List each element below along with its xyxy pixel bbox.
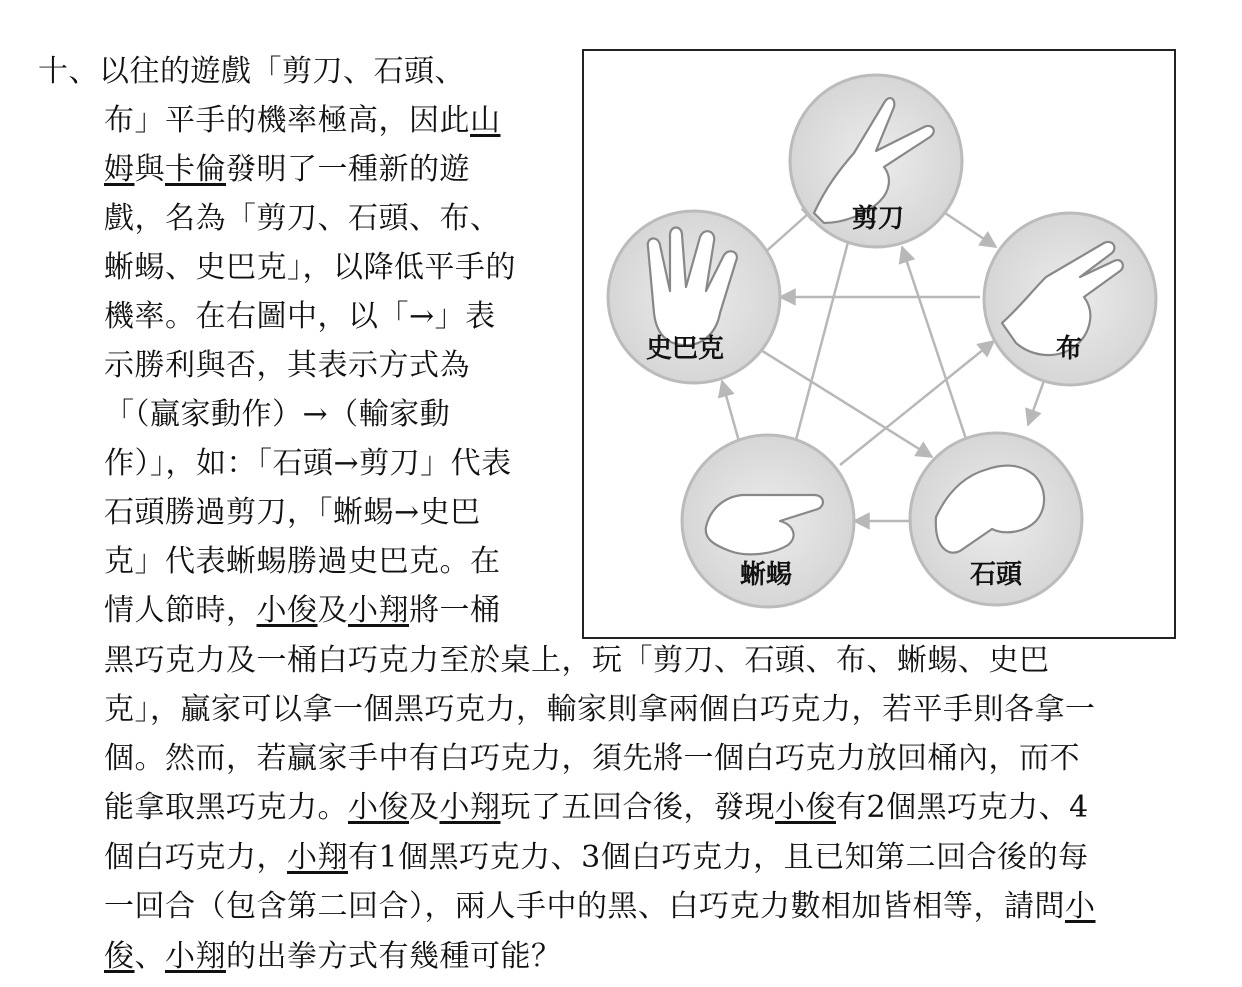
underlined-name: 小俊 — [775, 790, 836, 825]
text-segment: 蜥蜴、史巴克」，以降低平手的 — [104, 250, 516, 285]
text-segment: 黑巧克力及一桶白巧克力至於桌上，玩「剪刀、石頭、布、蜥蜴、史巴 — [104, 643, 1050, 678]
question-line — [104, 395, 450, 435]
text-segment: 十、以往的遊戲「剪刀、石頭、 — [38, 54, 465, 89]
underlined-name: 小俊 — [256, 593, 318, 628]
label-lizard: 蜥蜴 — [740, 560, 793, 590]
underlined-name: 小翔 — [348, 593, 409, 628]
text-segment: 石頭勝過剪刀，「蜥蜴→史巴 — [104, 495, 481, 530]
question-line — [104, 346, 470, 386]
text-segment: 「（贏家動作）→（輸家動 — [104, 397, 451, 432]
question-line — [104, 493, 481, 533]
text-segment: 及 — [317, 593, 348, 628]
text-segment: 作）」，如：「石頭→剪刀」代表 — [104, 446, 512, 481]
arrow-scissors-paper — [942, 211, 996, 247]
text-segment: 示勝利與否，其表示方式為 — [104, 348, 470, 383]
underlined-name: 小俊 — [348, 790, 409, 825]
question-line — [104, 739, 1080, 779]
question-line — [104, 641, 1050, 681]
question-line — [104, 444, 512, 484]
question-line — [104, 101, 501, 141]
question-line — [104, 838, 1089, 878]
underlined-name: 小 — [1065, 889, 1096, 924]
underlined-name: 姆 — [104, 152, 135, 187]
question-line — [104, 199, 501, 239]
question-line — [104, 542, 501, 582]
label-rock: 石頭 — [970, 560, 1023, 590]
text-segment: 布」平手的機率極高，因此 — [104, 103, 470, 138]
question-line — [104, 887, 1096, 927]
label-scissors: 剪刀 — [852, 204, 905, 234]
text-segment: 有2個黑巧克力、4 — [836, 790, 1089, 825]
underlined-name: 小翔 — [287, 840, 348, 875]
underlined-name: 山 — [470, 103, 501, 138]
text-segment: 與 — [134, 152, 165, 187]
question-line — [104, 150, 470, 190]
arrow-scissors-lizard — [792, 227, 852, 455]
question-line — [104, 690, 1096, 730]
text-segment: 克」代表蜥蜴勝過史巴克。在 — [104, 544, 501, 579]
diagram-svg — [584, 51, 1174, 637]
text-segment: 情人節時， — [104, 593, 257, 628]
underlined-name: 卡倫 — [165, 152, 226, 187]
question-line — [38, 52, 465, 92]
underlined-name: 小翔 — [165, 939, 226, 974]
rpsls-diagram — [582, 49, 1176, 639]
text-segment: 將一桶 — [409, 593, 501, 628]
text-segment: 克」，贏家可以拿一個黑巧克力，輸家則拿兩個白巧克力，若平手則各拿一 — [104, 692, 1096, 727]
question-line — [104, 788, 1089, 828]
text-segment: 有1個黑巧克力、3個白巧克力，且已知第二回合後的每 — [348, 840, 1089, 875]
text-segment: 發明了一種新的遊 — [226, 152, 470, 187]
text-segment: 的出拳方式有幾種可能？ — [226, 939, 562, 974]
question-line — [104, 297, 496, 337]
text-segment: 玩了五回合後，發現 — [500, 790, 775, 825]
text-segment: 個白巧克力， — [104, 840, 287, 875]
label-spock: 史巴克 — [646, 334, 725, 364]
arrow-rock-scissors — [902, 247, 968, 445]
arrow-lizard-spock — [722, 381, 740, 445]
question-line — [104, 591, 501, 631]
text-segment: 機率。在右圖中，以「→」表 — [104, 299, 496, 334]
underlined-name: 俊 — [104, 939, 135, 974]
text-segment: 、 — [134, 939, 165, 974]
text-segment: 個。然而，若贏家手中有白巧克力，須先將一個白巧克力放回桶內，而不 — [104, 741, 1080, 776]
text-segment: 戲，名為「剪刀、石頭、布、 — [104, 201, 501, 236]
text-segment: 及 — [409, 790, 440, 825]
question-line — [104, 937, 562, 977]
text-segment: 一回合（包含第二回合），兩人手中的黑、白巧克力數相加皆相等，請問 — [104, 889, 1065, 924]
label-paper: 布 — [1056, 334, 1083, 364]
arrow-paper-rock — [1028, 375, 1046, 425]
underlined-name: 小翔 — [439, 790, 501, 825]
text-segment: 能拿取黑巧克力。 — [104, 790, 348, 825]
question-line — [104, 248, 516, 288]
